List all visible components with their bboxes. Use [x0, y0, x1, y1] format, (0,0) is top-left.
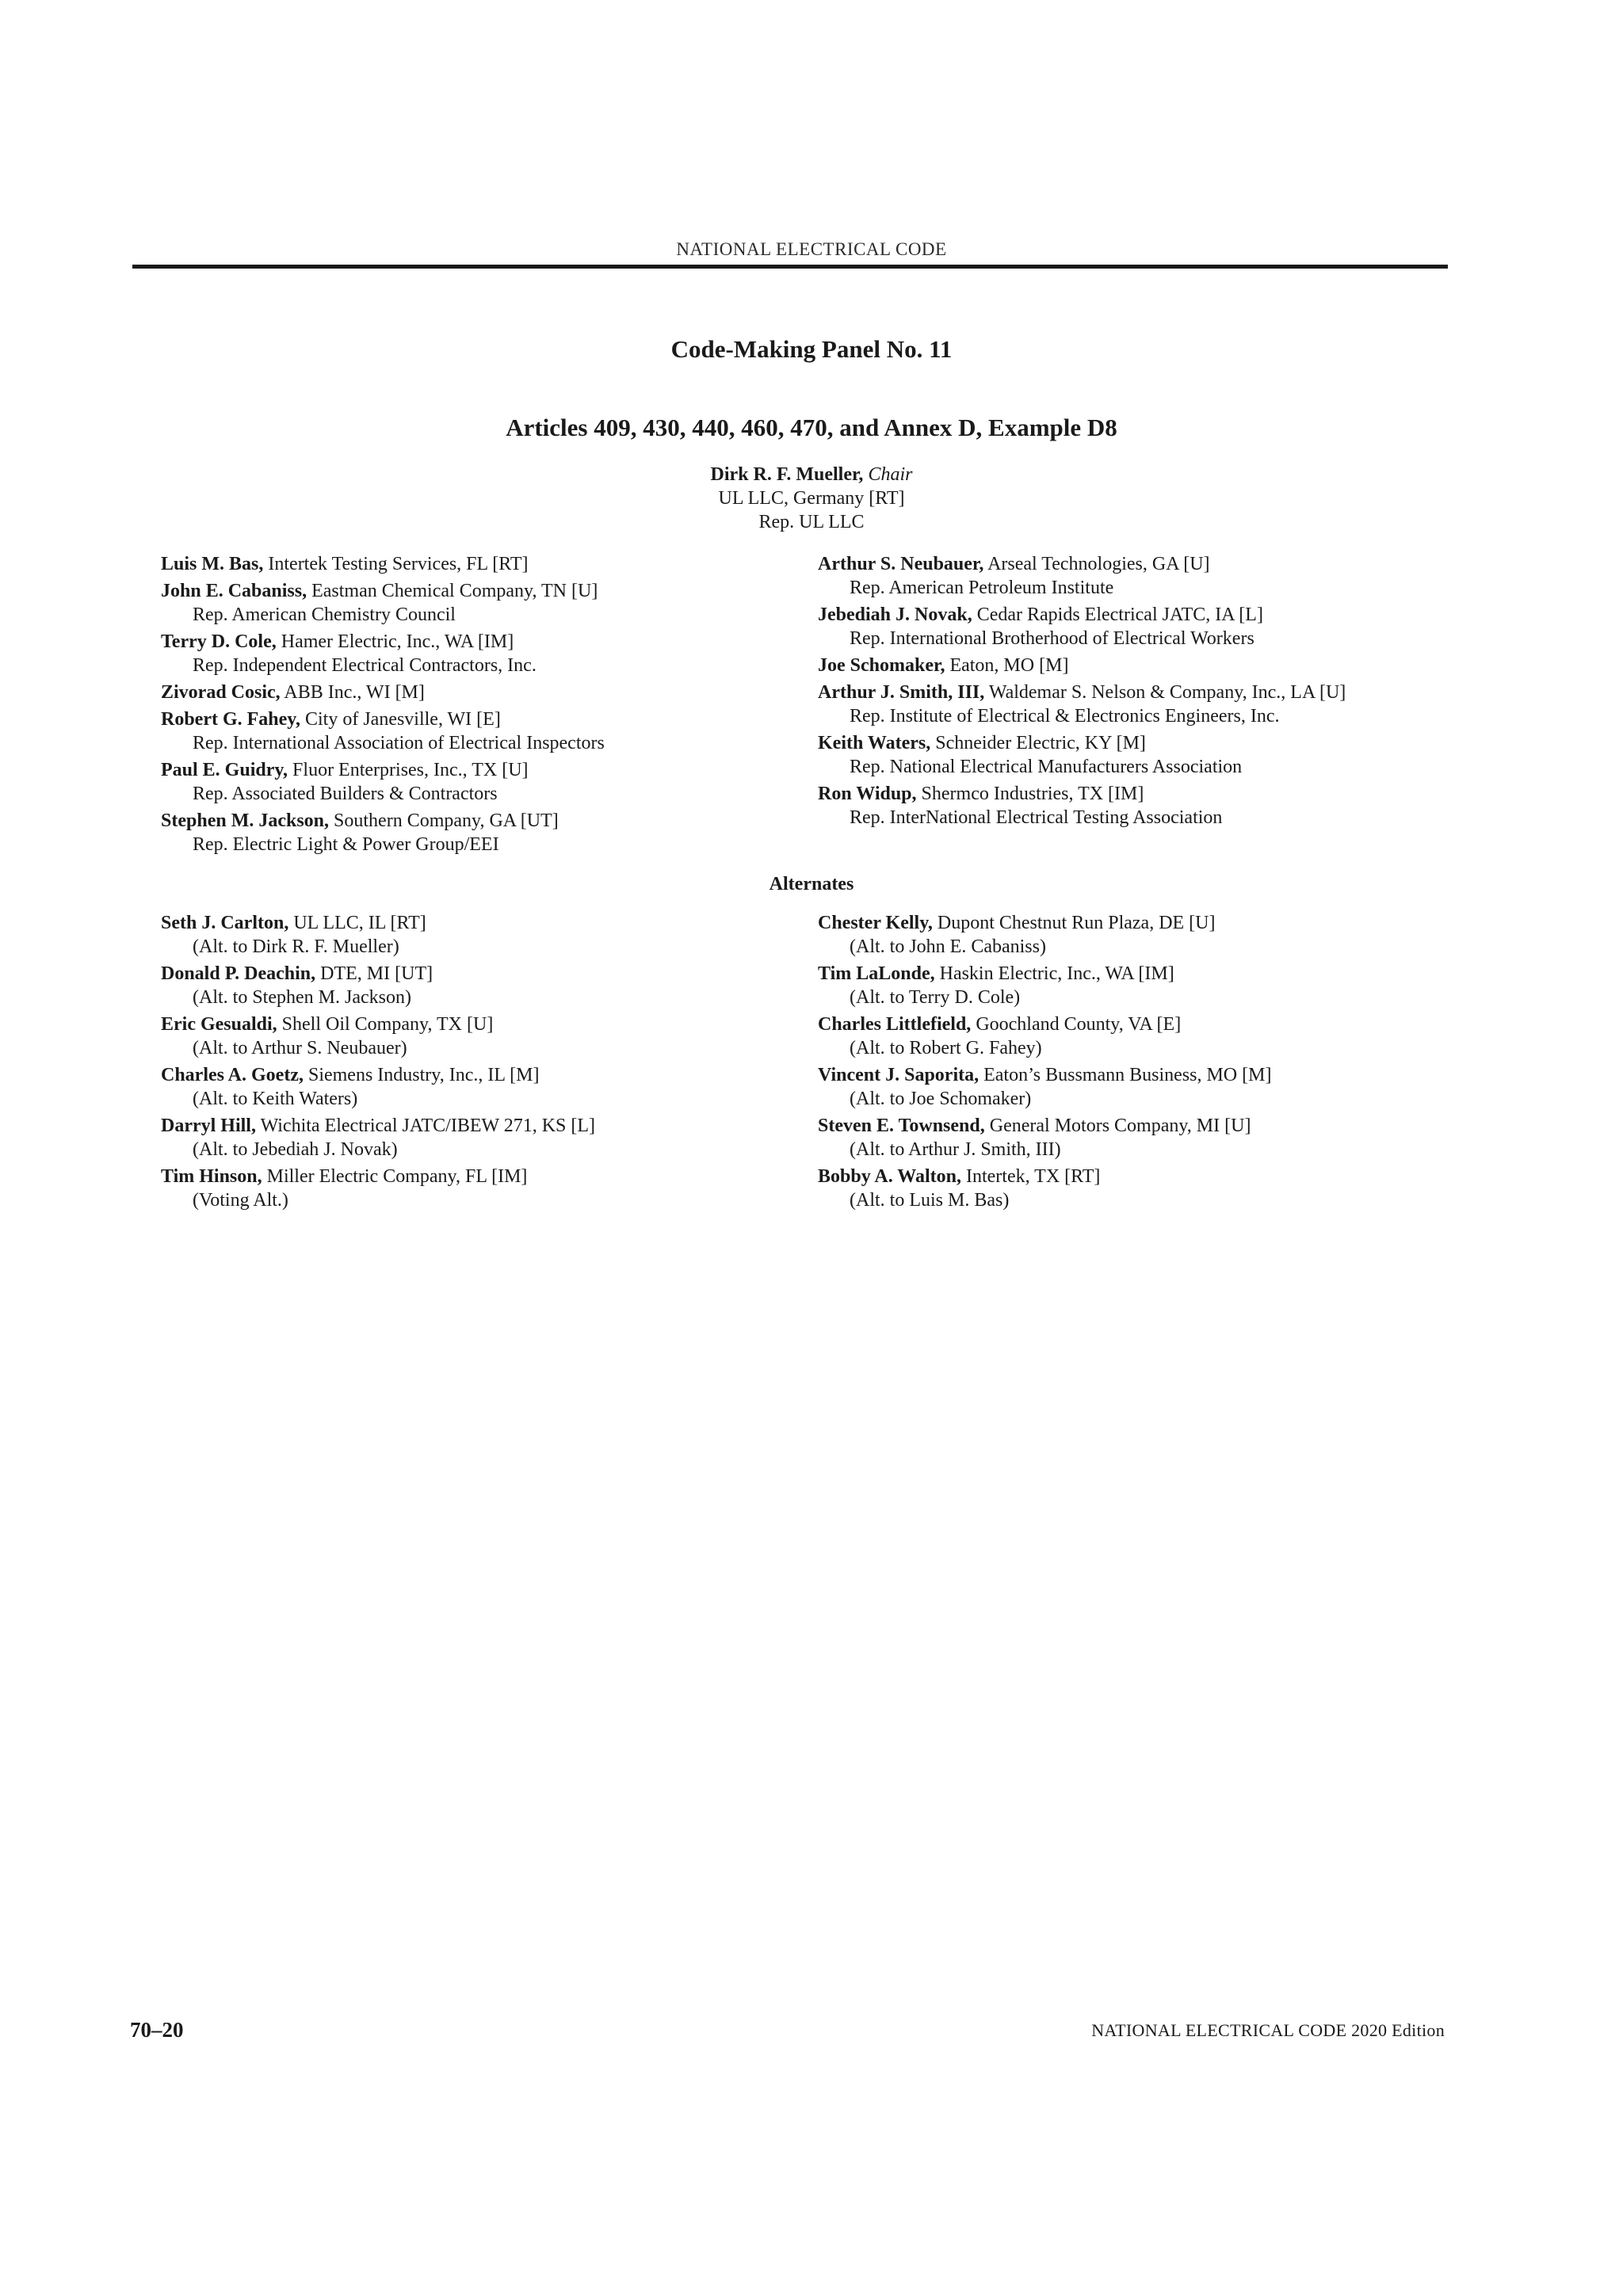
member-name: Vincent J. Saporita, [818, 1065, 980, 1085]
panel-title: Code-Making Panel No. 11 [670, 335, 953, 363]
member-subline: (Alt. to Jebediah J. Novak) [193, 1139, 398, 1160]
member-details: Dupont Chestnut Run Plaza, DE [U] [937, 913, 1216, 933]
member-entry [818, 911, 1468, 959]
member-subline: Rep. Independent Electrical Contractors, Inc. [193, 655, 537, 676]
member-entry [161, 630, 811, 677]
member-line [818, 681, 1468, 704]
member-details: Eastman Chemical Company, TN [U] [311, 581, 598, 601]
member-line [161, 707, 811, 731]
member-entry [818, 654, 1468, 677]
member-name: Joe Schomaker, [818, 655, 945, 676]
member-details: Eaton’s Bussmann Business, MO [M] [983, 1065, 1272, 1085]
member-entry [161, 758, 811, 806]
member-subline: Rep. Associated Builders & Contractors [193, 784, 498, 804]
chair-rep: Rep. UL LLC [758, 512, 865, 532]
member-entry [161, 707, 811, 755]
member-line [161, 809, 811, 833]
member-line [818, 1114, 1468, 1138]
member-entry [818, 731, 1468, 779]
member-details: Miller Electric Company, FL [IM] [266, 1166, 528, 1187]
member-details: Waldemar S. Nelson & Company, Inc., LA [U] [988, 682, 1346, 703]
member-line [161, 1114, 811, 1138]
member-subline: Rep. InterNational Electrical Testing Association [850, 807, 1223, 828]
member-subline: Rep. American Petroleum Institute [850, 578, 1114, 598]
member-details: UL LLC, IL [RT] [293, 913, 426, 933]
member-subline: (Alt. to Luis M. Bas) [850, 1190, 1010, 1211]
member-details: Schneider Electric, KY [M] [935, 733, 1146, 753]
member-line [818, 731, 1468, 755]
member-details: Eaton, MO [M] [949, 655, 1069, 676]
chair-role: Chair [868, 464, 913, 485]
member-subline: Rep. Institute of Electrical & Electronics Engineers, Inc. [850, 706, 1280, 727]
member-name: Jebediah J. Novak, [818, 605, 972, 625]
member-entry [161, 681, 811, 704]
member-entry [161, 809, 811, 856]
member-subline: (Voting Alt.) [193, 1190, 288, 1211]
member-name: Eric Gesualdi, [161, 1014, 277, 1035]
member-details: Wichita Electrical JATC/IBEW 271, KS [L] [260, 1116, 596, 1136]
member-name: Arthur S. Neubauer, [818, 554, 984, 574]
running-header: NATIONAL ELECTRICAL CODE [676, 239, 947, 259]
member-entry [161, 579, 811, 627]
members-left-column [161, 552, 811, 860]
member-subline: (Alt. to John E. Cabaniss) [850, 936, 1046, 957]
members-right-column [818, 552, 1468, 833]
member-name: Chester Kelly, [818, 913, 933, 933]
member-subline: (Alt. to Arthur J. Smith, III) [850, 1139, 1061, 1160]
member-entry [818, 1114, 1468, 1161]
member-entry [818, 782, 1468, 830]
member-entry [161, 1013, 811, 1060]
page-number: 70–20 [130, 2018, 184, 2042]
member-subline: (Alt. to Arthur S. Neubauer) [193, 1038, 407, 1058]
member-details: Fluor Enterprises, Inc., TX [U] [292, 760, 529, 780]
member-entry [161, 1114, 811, 1161]
member-name: Seth J. Carlton, [161, 913, 289, 933]
member-line [161, 630, 811, 654]
member-details: Intertek, TX [RT] [965, 1166, 1101, 1187]
member-subline: (Alt. to Robert G. Fahey) [850, 1038, 1042, 1058]
member-details: Shell Oil Company, TX [U] [281, 1014, 494, 1035]
member-name: Ron Widup, [818, 784, 917, 804]
member-name: John E. Cabaniss, [161, 581, 307, 601]
member-line [818, 1013, 1468, 1036]
member-entry [818, 1013, 1468, 1060]
member-subline: Rep. National Electrical Manufacturers Association [850, 757, 1243, 777]
member-details: DTE, MI [UT] [320, 963, 433, 984]
member-entry [818, 681, 1468, 728]
member-line [818, 603, 1468, 627]
member-subline: (Alt. to Joe Schomaker) [850, 1089, 1032, 1109]
member-subline: Rep. International Association of Electrical Inspectors [193, 733, 605, 753]
alternates-left-column [161, 911, 811, 1215]
chair-name-line [0, 463, 1623, 486]
member-line [161, 1013, 811, 1036]
member-line [161, 758, 811, 782]
member-entry [818, 603, 1468, 650]
member-name: Stephen M. Jackson, [161, 810, 330, 831]
member-entry [818, 552, 1468, 600]
member-details: Cedar Rapids Electrical JATC, IA [L] [976, 605, 1263, 625]
chair-name: Dirk R. F. Mueller, [710, 464, 864, 485]
member-details: Intertek Testing Services, FL [RT] [268, 554, 529, 574]
member-name: Keith Waters, [818, 733, 931, 753]
member-name: Tim LaLonde, [818, 963, 935, 984]
member-subline: (Alt. to Keith Waters) [193, 1089, 358, 1109]
member-line [818, 911, 1468, 935]
member-subline: (Alt. to Stephen M. Jackson) [193, 987, 411, 1008]
member-details: Siemens Industry, Inc., IL [M] [307, 1065, 540, 1085]
member-name: Steven E. Townsend, [818, 1116, 985, 1136]
member-line [818, 654, 1468, 677]
member-name: Charles A. Goetz, [161, 1065, 304, 1085]
member-details: City of Janesville, WI [E] [304, 709, 501, 730]
member-line [818, 1165, 1468, 1188]
alternates-heading: Alternates [769, 874, 854, 894]
member-line [818, 552, 1468, 576]
header-rule [132, 265, 1448, 269]
member-name: Darryl Hill, [161, 1116, 256, 1136]
member-line [161, 1063, 811, 1087]
member-subline: Rep. American Chemistry Council [193, 605, 456, 625]
member-details: Goochland County, VA [E] [976, 1014, 1182, 1035]
member-entry [818, 1063, 1468, 1111]
member-line [818, 782, 1468, 806]
member-line [161, 579, 811, 603]
member-details: Haskin Electric, Inc., WA [IM] [939, 963, 1174, 984]
member-name: Bobby A. Walton, [818, 1166, 961, 1187]
member-line [818, 962, 1468, 986]
member-entry [161, 911, 811, 959]
member-details: Arseal Technologies, GA [U] [987, 554, 1210, 574]
member-subline: (Alt. to Terry D. Cole) [850, 987, 1021, 1008]
member-entry [818, 1165, 1468, 1212]
member-name: Charles Littlefield, [818, 1014, 972, 1035]
chair-block [0, 463, 1623, 534]
member-entry [161, 1063, 811, 1111]
member-entry [818, 962, 1468, 1009]
member-details: ABB Inc., WI [M] [284, 682, 425, 703]
member-details: Shermco Industries, TX [IM] [921, 784, 1144, 804]
member-name: Robert G. Fahey, [161, 709, 300, 730]
member-line [161, 552, 811, 576]
member-line [161, 911, 811, 935]
member-subline: Rep. International Brotherhood of Electrical Workers [850, 628, 1254, 649]
member-name: Arthur J. Smith, III, [818, 682, 985, 703]
member-line [161, 1165, 811, 1188]
member-subline: Rep. Electric Light & Power Group/EEI [193, 834, 499, 855]
member-details: Southern Company, GA [UT] [334, 810, 559, 831]
chair-affiliation: UL LLC, Germany [RT] [718, 488, 905, 509]
member-line [818, 1063, 1468, 1087]
member-name: Terry D. Cole, [161, 631, 277, 652]
edition-label: NATIONAL ELECTRICAL CODE 2020 Edition [1091, 2020, 1445, 2040]
member-line [161, 962, 811, 986]
member-entry [161, 1165, 811, 1212]
alternates-right-column [818, 911, 1468, 1215]
member-entry [161, 552, 811, 576]
member-name: Tim Hinson, [161, 1166, 262, 1187]
member-line [161, 681, 811, 704]
member-details: General Motors Company, MI [U] [989, 1116, 1251, 1136]
member-entry [161, 962, 811, 1009]
member-name: Zivorad Cosic, [161, 682, 281, 703]
panel-subtitle: Articles 409, 430, 440, 460, 470, and Annex D, Example D8 [506, 414, 1117, 441]
member-subline: (Alt. to Dirk R. F. Mueller) [193, 936, 399, 957]
member-name: Luis M. Bas, [161, 554, 264, 574]
member-name: Donald P. Deachin, [161, 963, 316, 984]
member-details: Hamer Electric, Inc., WA [IM] [281, 631, 514, 652]
member-name: Paul E. Guidry, [161, 760, 288, 780]
